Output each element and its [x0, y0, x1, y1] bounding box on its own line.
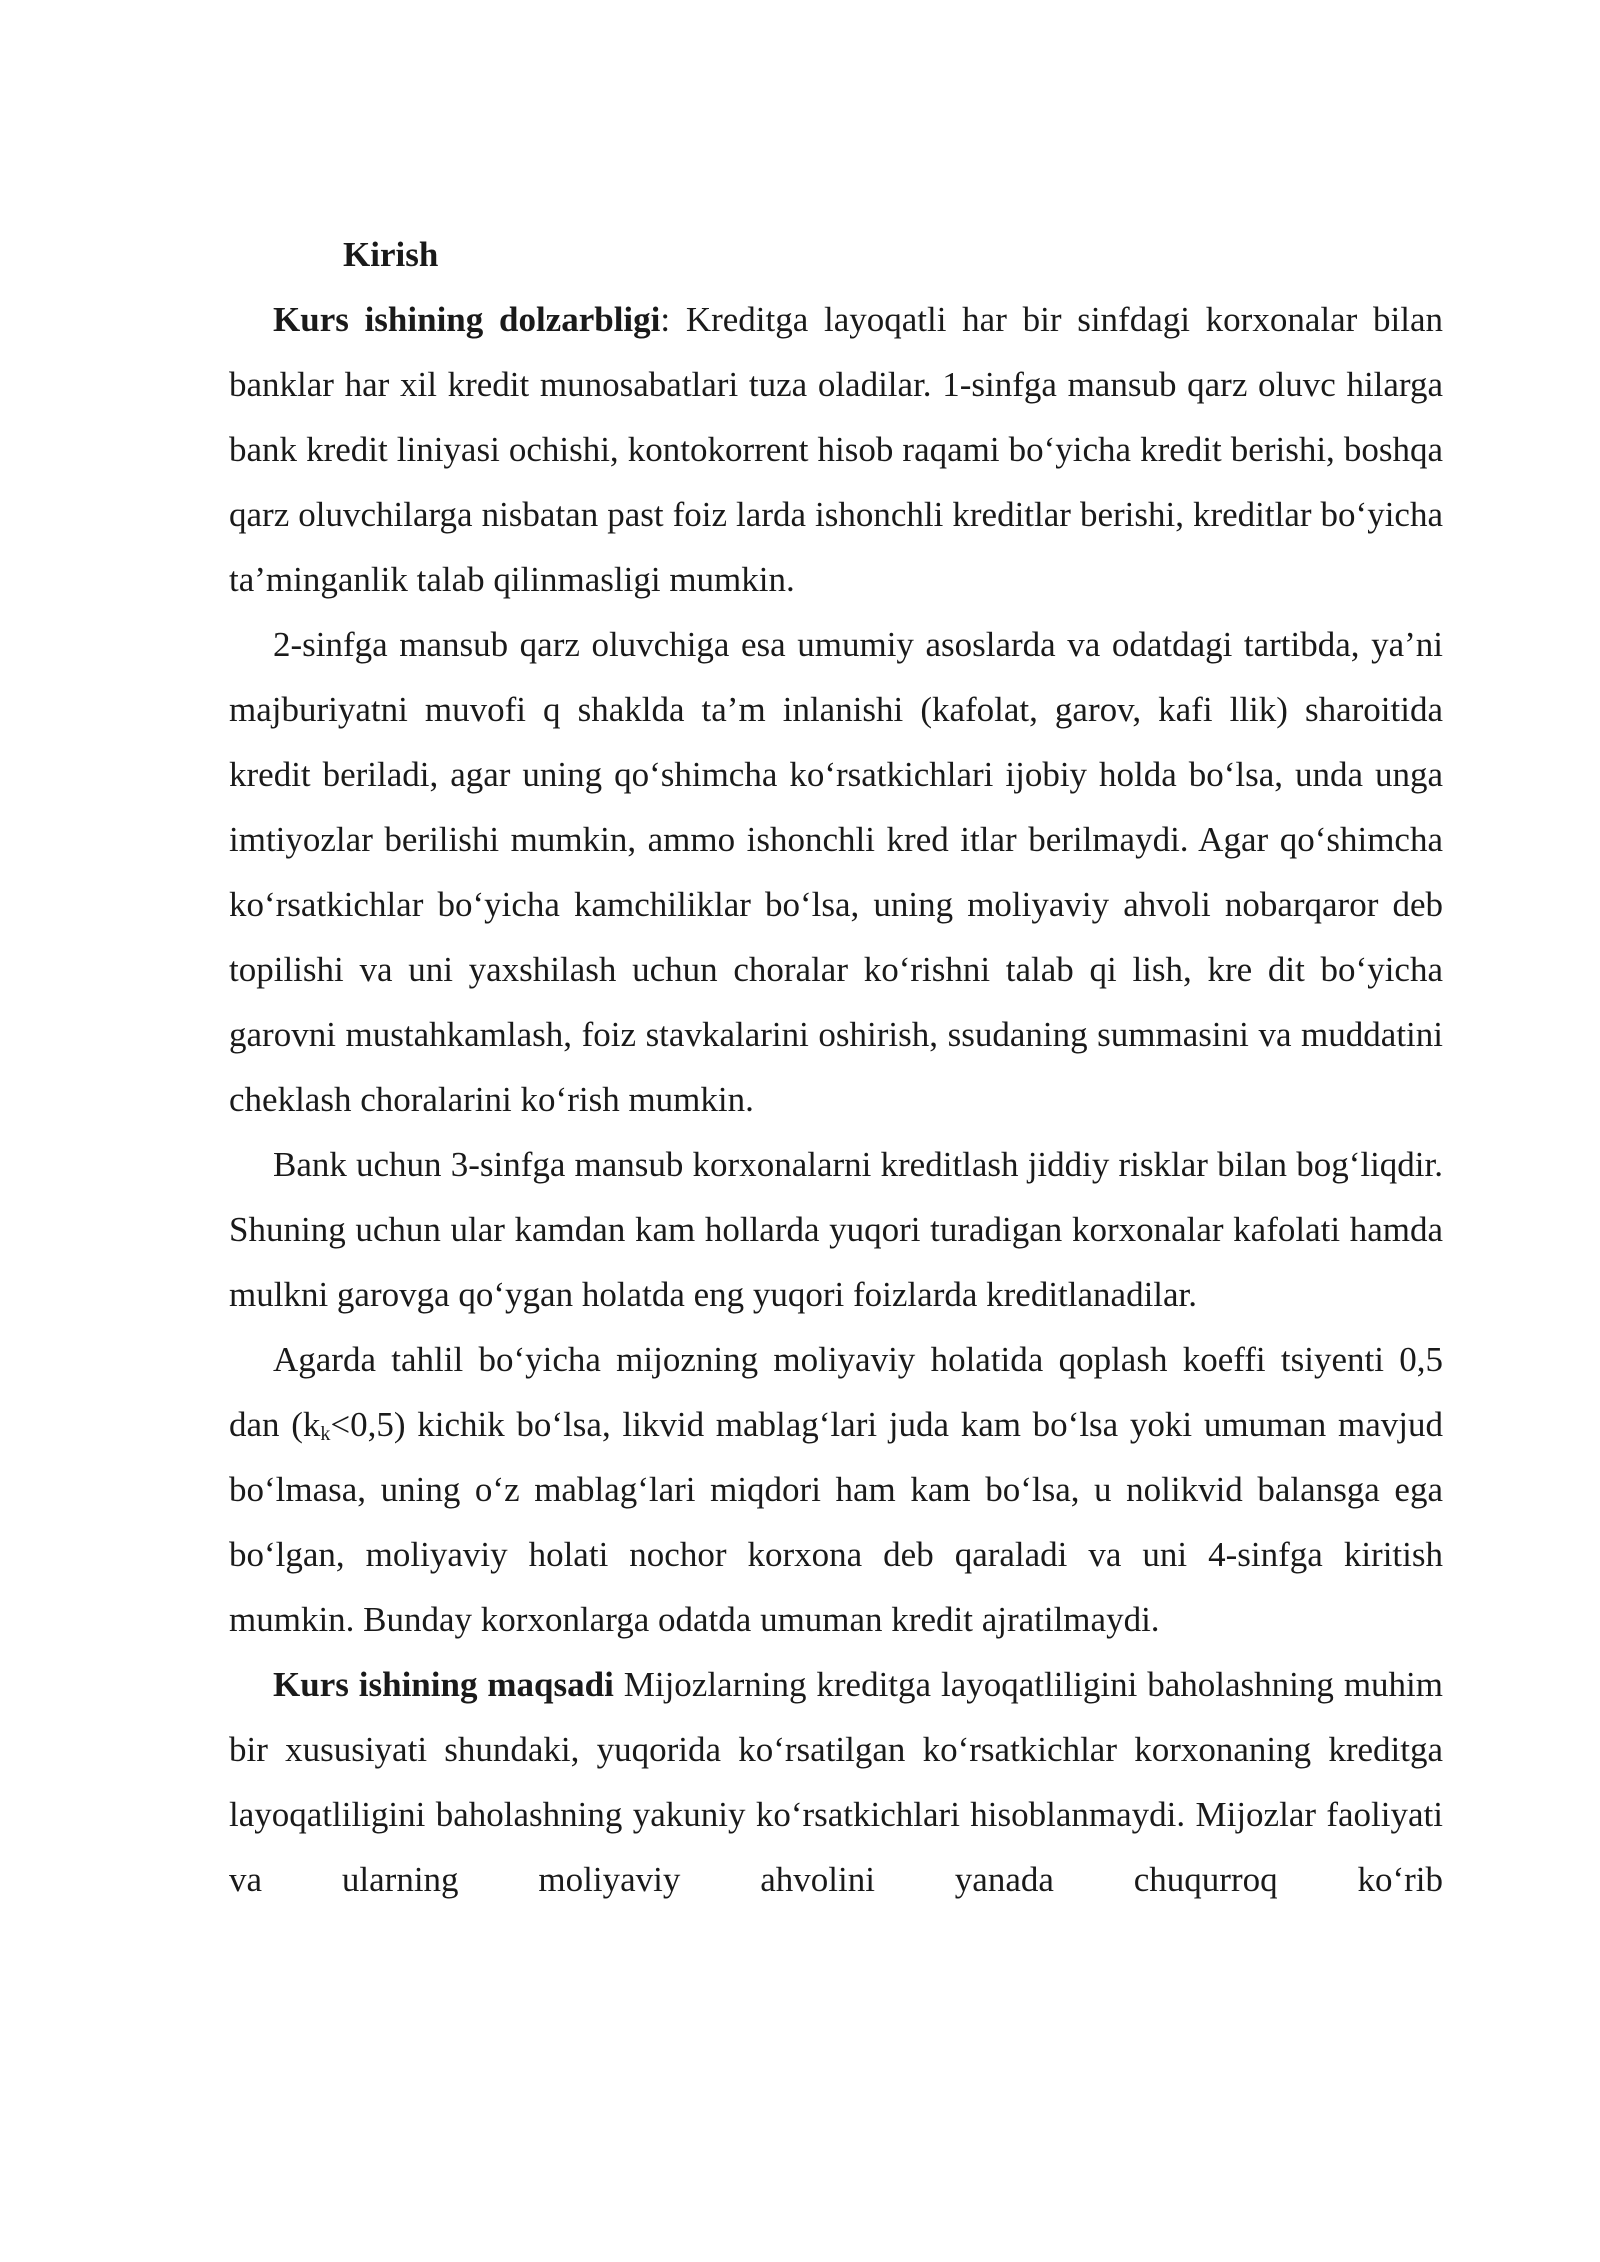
paragraph-goal	[229, 1652, 1443, 1912]
class-4-text-after: <0,5) kichik bo‘lsa, likvid mablag‘lari juda kam bo‘lsa yoki umuman mavjud bo‘lmasa, uning o‘z mablag‘lari miqdori ham kam bo‘lsa, u nolikvid balansga ega bo‘lgan, moliyaviy holati nochor korxona deb qaraladi va uni 4-sinfga kiritish mumkin. Bunday korxonlarga odatda umuman kredit ajratilmaydi.	[229, 1405, 1443, 1639]
goal-lead: Kurs ishining maqsadi	[273, 1665, 614, 1704]
coefficient-subscript: k	[320, 1423, 331, 1445]
paragraph-class-3: Bank uchun 3-sinfga mansub korxonalarni kreditlash jiddiy risklar bilan bog‘liqdir. Shuning uchun ular kamdan kam hollarda yuqori turadigan korxonalar kafolati hamda mulkni garovga qo‘ygan holatda eng yuqori foizlarda kreditlanadilar.	[229, 1145, 1443, 1314]
paragraph-class-4	[229, 1327, 1443, 1652]
section-heading: Kirish	[343, 235, 439, 274]
document-page	[229, 222, 1443, 1912]
relevance-text: : Kreditga layoqatli har bir sinfdagi korxonalar bilan banklar har xil kredit munosabatlari tuza oladilar. 1-sinfga mansub qarz oluvc hilarga bank kredit liniyasi ochishi, kontokorrent hisob raqami bo‘yicha kredit berishi, boshqa qarz oluvchilarga nisbatan past foiz larda ishonchli kreditlar berishi, kreditlar bo‘yicha ta’minganlik talab qilinmasligi mumkin.	[229, 300, 1443, 599]
paragraph-class-2: 2-sinfga mansub qarz oluvchiga esa umumiy asoslarda va odatdagi tartibda, ya’ni majburiyatni muvofi q shaklda ta’m inlanishi (kafolat, garov, kafi llik) sharoitida kredit beriladi, agar uning qo‘shimcha ko‘rsatkichlari ijobiy holda bo‘lsa, unda unga imtiyozlar berilishi mumkin, ammo ishonchli kred itlar berilmaydi. Agar qo‘shimcha ko‘rsatkichlar bo‘yicha kamchiliklar bo‘lsa, uning moliyaviy ahvoli nobarqaror deb topilishi va uni yaxshilash uchun choralar ko‘rishni talab qi lish, kre dit bo‘yicha garovni mustahkamlash, foiz stavkalarini oshirish, ssudaning summasini va muddatini cheklash choralarini ko‘rish mumkin.	[229, 625, 1443, 1119]
class-4-text-before: Agarda tahlil bo‘yicha mijozning moliyaviy holatida qoplash koeffi tsiyenti 0,5 dan (k	[229, 1340, 1443, 1444]
goal-text: Mijozlarning kreditga layoqatliligini baholashning muhim bir xususiyati shundaki, yuqorida ko‘rsatilgan ko‘rsatkichlar korxonaning kreditga layoqatliligini baholashning yakuniy ko‘rsatkichlari hisoblanmaydi. Mijozlar faoliyati va ularning moliyaviy ahvolini yanada chuqurroq ko‘rib	[229, 1665, 1443, 1899]
paragraph-relevance	[229, 287, 1443, 612]
relevance-lead: Kurs ishining dolzarbligi	[273, 300, 661, 339]
